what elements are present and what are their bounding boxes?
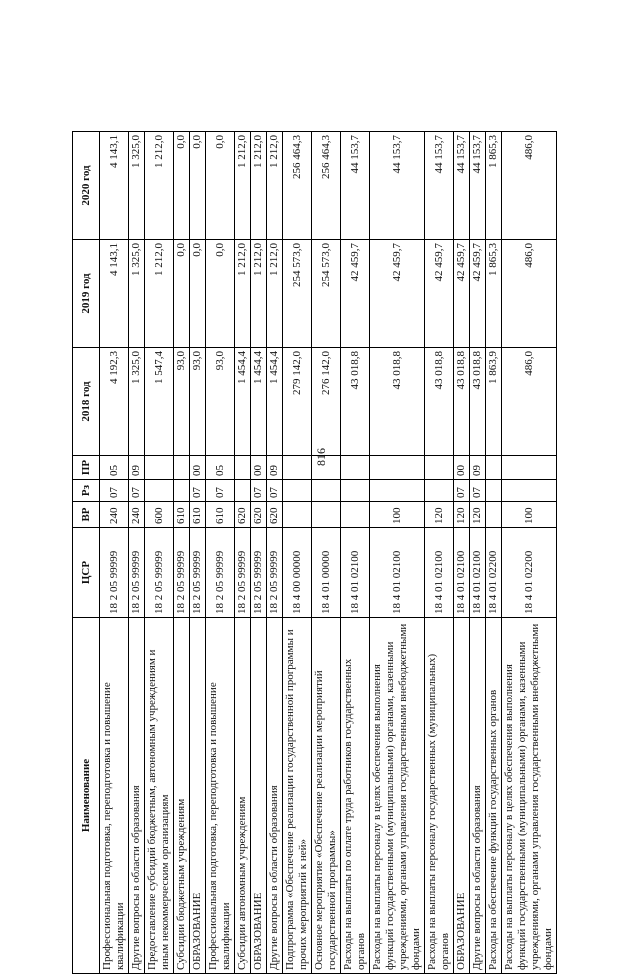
page-number: 816 (314, 448, 328, 466)
cell-vr: 100 (370, 502, 425, 528)
cell-2018: 1 454,4 (251, 348, 267, 456)
cell-vr: 100 (502, 502, 557, 528)
cell-2018: 276 142,0 (312, 348, 341, 456)
cell-2020: 1 212,0 (235, 132, 251, 240)
cell-name: Другие вопросы в области образования (267, 618, 283, 974)
cell-rz: 07 (470, 480, 486, 502)
cell-vr: 120 (470, 502, 486, 528)
cell-name: ОБРАЗОВАНИЕ (454, 618, 470, 974)
cell-vr: 240 (100, 502, 129, 528)
cell-2018: 43 018,8 (425, 348, 454, 456)
table-row (312, 132, 341, 974)
cell-2018: 1 863,9 (486, 348, 502, 456)
cell-vr (341, 502, 370, 528)
cell-csr: 18 4 01 02100 (454, 528, 470, 618)
cell-rz: 07 (454, 480, 470, 502)
cell-2020: 486,0 (502, 132, 557, 240)
cell-2020: 256 464,3 (283, 132, 312, 240)
cell-vr: 620 (235, 502, 251, 528)
cell-2020: 0,0 (174, 132, 190, 240)
cell-csr: 18 2 05 99999 (174, 528, 190, 618)
cell-2020: 1 212,0 (145, 132, 174, 240)
cell-pr (174, 456, 190, 480)
table-row (129, 132, 145, 974)
cell-pr: 00 (190, 456, 206, 480)
table-row (174, 132, 190, 974)
table-row (486, 132, 502, 974)
cell-2019: 42 459,7 (470, 240, 486, 348)
cell-vr: 610 (174, 502, 190, 528)
cell-pr: 09 (267, 456, 283, 480)
cell-pr (235, 456, 251, 480)
cell-pr: 09 (470, 456, 486, 480)
cell-2018: 1 325,0 (129, 348, 145, 456)
cell-name: Субсидии бюджетным учреждениям (174, 618, 190, 974)
cell-pr (341, 456, 370, 480)
cell-name: Расходы на выплаты по оплате труда работников государственных органов (341, 618, 370, 974)
cell-csr: 18 2 05 99999 (100, 528, 129, 618)
table-row (370, 132, 425, 974)
cell-2018: 43 018,8 (341, 348, 370, 456)
cell-2019: 254 573,0 (283, 240, 312, 348)
cell-pr (370, 456, 425, 480)
cell-vr: 610 (206, 502, 235, 528)
cell-2018: 1 454,4 (267, 348, 283, 456)
cell-vr (283, 502, 312, 528)
cell-2019: 42 459,7 (341, 240, 370, 348)
header-row (73, 132, 100, 974)
cell-2020: 44 153,7 (470, 132, 486, 240)
cell-name: Расходы на выплаты персоналу в целях обеспечения выполнения функций государственными (муниципальными) органами, казенными учреждениями, органами управления государственными внебюджетными фондами (370, 618, 425, 974)
cell-2018: 93,0 (174, 348, 190, 456)
cell-2020: 1 212,0 (267, 132, 283, 240)
cell-2018: 279 142,0 (283, 348, 312, 456)
cell-vr: 240 (129, 502, 145, 528)
cell-pr: 05 (100, 456, 129, 480)
cell-2020: 44 153,7 (425, 132, 454, 240)
cell-csr: 18 4 01 02100 (341, 528, 370, 618)
cell-rz (425, 480, 454, 502)
cell-2020: 44 153,7 (341, 132, 370, 240)
cell-2019: 254 573,0 (312, 240, 341, 348)
cell-pr (502, 456, 557, 480)
cell-rz: 07 (267, 480, 283, 502)
cell-2020: 1 325,0 (129, 132, 145, 240)
cell-csr: 18 2 05 99999 (145, 528, 174, 618)
cell-vr: 620 (251, 502, 267, 528)
cell-2019: 486,0 (502, 240, 557, 348)
cell-2019: 42 459,7 (425, 240, 454, 348)
cell-name: Профессиональная подготовка, переподготовка и повышение квалификации (100, 618, 129, 974)
cell-pr: 09 (129, 456, 145, 480)
cell-pr: 05 (206, 456, 235, 480)
cell-pr: 00 (251, 456, 267, 480)
cell-csr: 18 2 05 99999 (251, 528, 267, 618)
cell-2019: 0,0 (206, 240, 235, 348)
cell-name: Другие вопросы в области образования (129, 618, 145, 974)
cell-vr (312, 502, 341, 528)
table-row (251, 132, 267, 974)
cell-rz: 07 (206, 480, 235, 502)
cell-pr (283, 456, 312, 480)
cell-rz (283, 480, 312, 502)
cell-vr: 610 (190, 502, 206, 528)
cell-2020: 1 212,0 (251, 132, 267, 240)
cell-2019: 0,0 (190, 240, 206, 348)
table-row (235, 132, 251, 974)
table-header (73, 132, 100, 974)
cell-2018: 4 192,3 (100, 348, 129, 456)
cell-vr: 120 (454, 502, 470, 528)
table-row (454, 132, 470, 974)
table-row (502, 132, 557, 974)
cell-rz (502, 480, 557, 502)
header-2018: 2018 год (73, 348, 100, 456)
table-row (267, 132, 283, 974)
cell-csr: 18 2 05 99999 (190, 528, 206, 618)
cell-csr: 18 2 05 99999 (267, 528, 283, 618)
header-2019: 2019 год (73, 240, 100, 348)
cell-vr (486, 502, 502, 528)
cell-2018: 93,0 (190, 348, 206, 456)
cell-2020: 256 464,3 (312, 132, 341, 240)
cell-name: ОБРАЗОВАНИЕ (190, 618, 206, 974)
cell-2018: 43 018,8 (454, 348, 470, 456)
cell-rz (174, 480, 190, 502)
table-body (100, 132, 557, 974)
cell-rz: 07 (251, 480, 267, 502)
cell-rz (235, 480, 251, 502)
header-pr: ПР (73, 456, 100, 480)
cell-rz (145, 480, 174, 502)
cell-2019: 4 143,1 (100, 240, 129, 348)
cell-2019: 42 459,7 (370, 240, 425, 348)
cell-2019: 1 325,0 (129, 240, 145, 348)
cell-csr: 18 4 01 02200 (486, 528, 502, 618)
table-row (145, 132, 174, 974)
rotated-table-container (72, 132, 568, 974)
cell-name: Основное мероприятие «Обеспечение реализации мероприятий государственной программы» (312, 618, 341, 974)
cell-pr (145, 456, 174, 480)
cell-csr: 18 4 01 02100 (370, 528, 425, 618)
table-row (190, 132, 206, 974)
cell-name: Профессиональная подготовка, переподготовка и повышение квалификации (206, 618, 235, 974)
cell-csr: 18 2 05 99999 (129, 528, 145, 618)
cell-2020: 44 153,7 (454, 132, 470, 240)
cell-vr: 620 (267, 502, 283, 528)
cell-name: Расходы на выплаты персоналу государственных (муниципальных) органов (425, 618, 454, 974)
header-2020: 2020 год (73, 132, 100, 240)
cell-rz: 07 (190, 480, 206, 502)
cell-2018: 1 547,4 (145, 348, 174, 456)
cell-2019: 1 212,0 (251, 240, 267, 348)
cell-2018: 43 018,8 (370, 348, 425, 456)
cell-csr: 18 4 01 02100 (470, 528, 486, 618)
table-row (425, 132, 454, 974)
cell-name: Расходы на обеспечение функций государственных органов (486, 618, 502, 974)
cell-2019: 1 865,3 (486, 240, 502, 348)
cell-csr: 18 4 01 02100 (425, 528, 454, 618)
table-row (341, 132, 370, 974)
cell-name: Расходы на выплаты персоналу в целях обеспечения выполнения функций государственными (муниципальными) органами, казенными учреждениями, органами управления государственными внебюджетными фондами (502, 618, 557, 974)
cell-csr: 18 4 01 00000 (312, 528, 341, 618)
cell-2019: 1 212,0 (235, 240, 251, 348)
cell-name: Предоставление субсидий бюджетным, автономным учреждениям и иным некоммерческим организациям (145, 618, 174, 974)
table-row (470, 132, 486, 974)
cell-rz: 07 (129, 480, 145, 502)
table-row (283, 132, 312, 974)
cell-2019: 42 459,7 (454, 240, 470, 348)
table-row (100, 132, 129, 974)
cell-2020: 4 143,1 (100, 132, 129, 240)
cell-2018: 486,0 (502, 348, 557, 456)
cell-2018: 43 018,8 (470, 348, 486, 456)
table-row (206, 132, 235, 974)
cell-name: ОБРАЗОВАНИЕ (251, 618, 267, 974)
cell-csr: 18 4 01 02200 (502, 528, 557, 618)
cell-pr (486, 456, 502, 480)
cell-vr: 600 (145, 502, 174, 528)
budget-table (72, 131, 557, 974)
header-rz: Рз (73, 480, 100, 502)
cell-rz: 07 (100, 480, 129, 502)
cell-2018: 93,0 (206, 348, 235, 456)
cell-2019: 1 212,0 (267, 240, 283, 348)
cell-rz (341, 480, 370, 502)
cell-pr (312, 456, 341, 480)
cell-2020: 1 865,3 (486, 132, 502, 240)
cell-name: Субсидии автономным учреждениям (235, 618, 251, 974)
cell-2020: 0,0 (190, 132, 206, 240)
cell-2020: 44 153,7 (370, 132, 425, 240)
cell-2019: 0,0 (174, 240, 190, 348)
cell-name: Другие вопросы в области образования (470, 618, 486, 974)
cell-rz (312, 480, 341, 502)
cell-rz (370, 480, 425, 502)
header-name: Наименование (73, 618, 100, 974)
cell-vr: 120 (425, 502, 454, 528)
cell-name: Подпрограмма «Обеспечение реализации государственной программы и прочих мероприятий к ней» (283, 618, 312, 974)
cell-pr: 00 (454, 456, 470, 480)
cell-2018: 1 454,4 (235, 348, 251, 456)
cell-rz (486, 480, 502, 502)
cell-pr (425, 456, 454, 480)
cell-2019: 1 212,0 (145, 240, 174, 348)
header-vr: ВР (73, 502, 100, 528)
cell-csr: 18 2 05 99999 (206, 528, 235, 618)
header-csr: ЦСР (73, 528, 100, 618)
cell-2020: 0,0 (206, 132, 235, 240)
cell-csr: 18 4 00 00000 (283, 528, 312, 618)
cell-csr: 18 2 05 99999 (235, 528, 251, 618)
